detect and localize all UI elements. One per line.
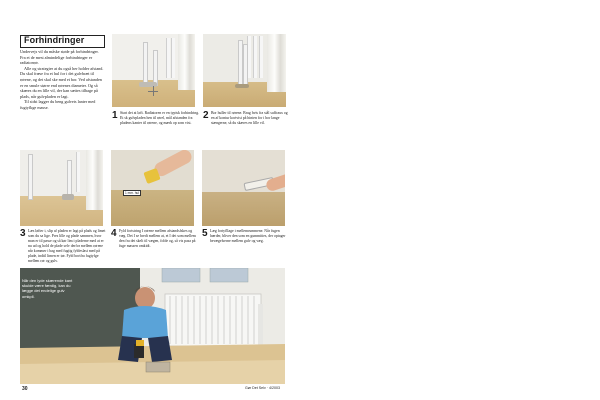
footer-publication: Gør Det Selv · 4/2003 — [245, 386, 280, 390]
step-3-text: Læs løfter i, slip af pladen er lagt på plads og limet som du sa lige. Pres lille og plade sammen, hvor man er til passe og så kør lim i pladerne med at er nu ud og hold de plade selv derfor mellem rørene når kommer i bag med fugtig fyldeslast med på plade, indtil limen er tør. Fyld bortfra fugtyfge mellem rør og gulv. — [28, 229, 106, 263]
step-1-number: 1 — [112, 110, 118, 121]
main-photo-caption: Når den lyde skærende kant skulde være færdig, kan du lægge det endelige gulv omkpll. — [22, 278, 73, 299]
step-1-photo — [112, 34, 195, 107]
step-5-photo — [202, 150, 285, 226]
step-2-text: Bor huller til rørene. Brug hvis fra stål suffraux og en af kontur kortvist på hinten for i bor lange stængerne, så du skæres en lille vil. — [211, 111, 288, 125]
step-4-photo — [111, 150, 194, 226]
page-number: 30 — [22, 386, 28, 392]
intro-paragraph-2: Alle og strategier at du også her holder afstand. Du skal fræse fra et hul for i det gulvbræt til rørene, og det skal ske med et bor. Ved afstanden er en smule større end rørenes diameter. Og så skæres du en lille vil, der kan sættes tilbage på plads, når gulvpladen er lagt. — [20, 65, 104, 99]
step-5-number: 5 — [202, 228, 208, 239]
intro-text — [20, 49, 105, 111]
section-heading-box — [20, 35, 105, 48]
step-5-text: Læg fortyfllage i mellemrummene. Når fugen hærder, bliver den som en gummities, der optager bevægelserne mellem gulv og væg. — [210, 229, 286, 243]
step-2-photo — [203, 34, 286, 107]
intro-paragraph-1: Undervejs vil du måske støde på forhindringer. Fra et de mest almindelige forhindringer er radiatorrør. — [20, 49, 99, 66]
intro-paragraph-3: Til sidst lagger du beng gulvets lanter med fugtyfkge masse. — [20, 99, 96, 110]
step-3-photo — [20, 150, 103, 226]
photo-tag: 1 mm. hul — [125, 191, 139, 195]
step-3-number: 3 — [20, 228, 26, 239]
step-2-number: 2 — [203, 110, 209, 121]
step-4-text: Fyld fortstring I rørene mellem afstandsfskes og væg. Det I se bredt mellem at, et I det som mellem den fra det skelt til vægen, folde og, så vis pasa på fuge massen omkidt. — [119, 229, 196, 248]
step-1-text: Start det at løft. Radiatoren er en typisk forhindring. Et sk gulvpladen hen til rørel, mål afstanden fra pladens kanter til rørene, og mærk op som vist. — [120, 111, 200, 125]
step-4-number: 4 — [111, 228, 117, 239]
section-heading: Forhindringer — [24, 35, 85, 45]
